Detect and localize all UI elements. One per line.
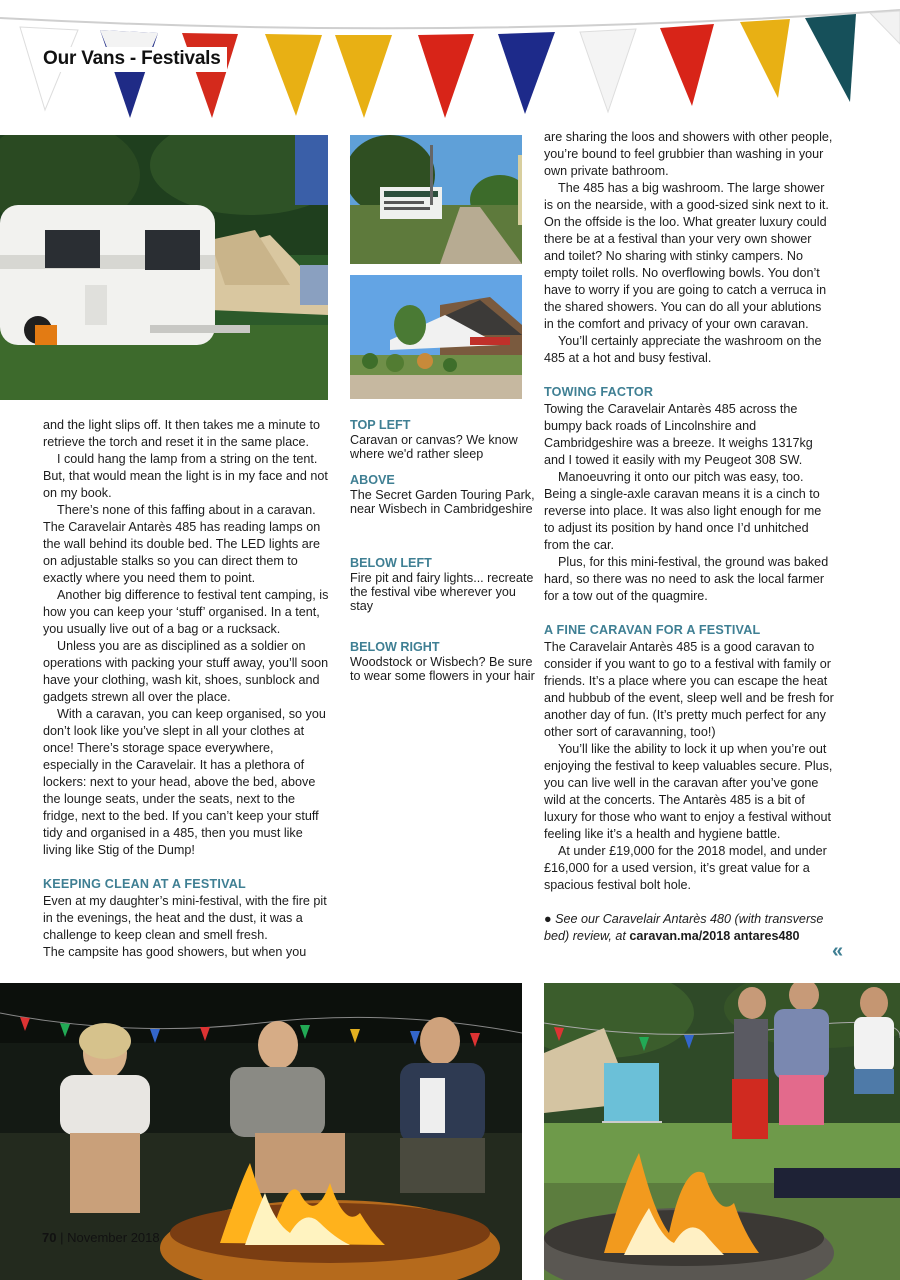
section-title: Our Vans - Festivals bbox=[38, 47, 227, 72]
paragraph: With a caravan, you can keep organised, so you don’t look like you’ve slept in all your clothes at once! There’s storage space everywhere, especially in the Caravelair. It has a plethora of lockers: next to your head, above the bed, above the lounge seats, under the seats, next to the fridge, next to the bed. If you can’t keep your stuff tidy and organised in a 485, then you must like living like Stig of the Dump! bbox=[43, 707, 326, 857]
review-link[interactable]: caravan.ma/2018 antares480 bbox=[629, 929, 800, 943]
caption-title: BELOW LEFT bbox=[350, 556, 432, 570]
photo-festival-dancers bbox=[544, 983, 900, 1280]
photo-touring-park-sign bbox=[350, 135, 522, 264]
paragraph: I could hang the lamp from a string on the tent. But, that would mean the light is in my face and not on my book. bbox=[43, 452, 328, 500]
article-column-3 bbox=[544, 129, 834, 945]
paragraph: You’ll certainly appreciate the washroom on the 485 at a hot and busy festival. bbox=[544, 334, 822, 365]
page-footer bbox=[42, 1230, 160, 1245]
paragraph: There’s none of this faffing about in a caravan. The Caravelair Antarès 485 has reading lamps on the wall behind its double bed. The LED lights are on adjustable stalks so you can direct them to exactly where you need them to point. bbox=[43, 503, 321, 585]
paragraph: Manoeuvring it onto our pitch was easy, too. Being a single-axle caravan means it is a cinch to reverse into place. It was also light enough for me to adjust its position by hand once I’d unhitched from the car. bbox=[544, 470, 822, 552]
paragraph: Another big difference to festival tent camping, is how you can keep your ‘stuff’ organised. In a tent, you usually live out of a bag or a rucksack. bbox=[43, 588, 329, 636]
photo-caravan-and-tent bbox=[0, 135, 328, 400]
paragraph: At under £19,000 for the 2018 model, and under £16,000 for a used version, it’s great value for a spacious festival bolt hole. bbox=[544, 844, 827, 892]
subheading-towing-factor: TOWING FACTOR bbox=[544, 385, 654, 399]
caption-top-left bbox=[350, 418, 535, 461]
paragraph: are sharing the loos and showers with other people, you’re bound to feel grubbier than washing in your own private bathroom. bbox=[544, 130, 833, 178]
paragraph: The Caravelair Antarès 485 is a good caravan to consider if you want to go to a festival with family or friends. It’s a place where you can escape the heat and hubbub of the event, sleep well and be fresh for another day of fun. (It’s pretty much perfect for any other sort of caravanning, too!) bbox=[544, 640, 834, 739]
caption-text: Woodstock or Wisbech? Be sure to wear some flowers in your hair bbox=[350, 655, 535, 683]
paragraph: You’ll like the ability to lock it up when you’re out enjoying the festival to keep valuables secure. Plus, you can live well in the caravan after you’ve gone wild at the concerts. The Antarès 485 is a bit of luxury for those who want to enjoy a festival without feeling like it’s a health and hygiene battle. bbox=[544, 742, 833, 841]
paragraph: Unless you are as disciplined as a soldier on operations with packing your stuff away, you’ll soon have your clothing, wash kit, shoes, sunblock and gadgets strewn all over the place. bbox=[43, 639, 329, 704]
page-number: 70 bbox=[42, 1230, 57, 1245]
caption-above bbox=[350, 473, 535, 516]
photo-secret-garden-shop bbox=[350, 275, 522, 399]
caption-text: Caravan or canvas? We know where we'd rather sleep bbox=[350, 433, 518, 461]
caption-title: TOP LEFT bbox=[350, 418, 411, 432]
paragraph: Plus, for this mini-festival, the ground was baked hard, so there was no need to ask the local farmer for a tow out of the quagmire. bbox=[544, 555, 829, 603]
caption-below-left bbox=[350, 556, 535, 613]
paragraph: Even at my daughter’s mini-festival, with the fire pit in the evenings, the heat and the dust, it was a challenge to keep clean and smell fresh. bbox=[43, 894, 327, 942]
paragraph: The 485 has a big washroom. The large shower is on the nearside, with a good-sized sink next to it. On the offside is the loo. What greater luxury could there be at a festival than your very own shower and toilet? No sharing with stinky campers. No empty toilet rolls. No overflowing bowls. You don’t have to worry if you are going to catch a verruca in the shared showers. You can do all your ablutions in the comfort and privacy of your own caravan. bbox=[544, 181, 829, 331]
subheading-keeping-clean: KEEPING CLEAN AT A FESTIVAL bbox=[43, 877, 246, 891]
bullet-icon: ● bbox=[544, 912, 552, 926]
footer-separator: | bbox=[60, 1230, 64, 1245]
paragraph: Towing the Caravelair Antarès 485 across the bumpy back roads of Lincolnshire and Cambridgeshire was a breeze. It weighs 1317kg and I towed it easily with my Peugeot 308 SW. bbox=[544, 402, 813, 467]
caption-below-right bbox=[350, 640, 535, 683]
issue-date: November 2018 bbox=[67, 1230, 160, 1245]
caption-title: BELOW RIGHT bbox=[350, 640, 440, 654]
subheading-fine-caravan: A FINE CARAVAN FOR A FESTIVAL bbox=[544, 623, 761, 637]
caption-text: The Secret Garden Touring Park, near Wisbech in Cambridgeshire bbox=[350, 488, 535, 516]
paragraph: The campsite has good showers, but when you bbox=[43, 945, 307, 959]
review-note bbox=[544, 911, 834, 945]
caption-title: ABOVE bbox=[350, 473, 395, 487]
paragraph: and the light slips off. It then takes me a minute to retrieve the torch and reset it in the same place. bbox=[43, 418, 320, 449]
article-column-1 bbox=[43, 417, 331, 961]
note-text: See our Caravelair Antarès 480 (with transverse bed) review, at bbox=[544, 912, 824, 943]
end-mark-icon: « bbox=[832, 940, 844, 962]
caption-text: Fire pit and fairy lights... recreate the festival vibe wherever you stay bbox=[350, 571, 534, 613]
